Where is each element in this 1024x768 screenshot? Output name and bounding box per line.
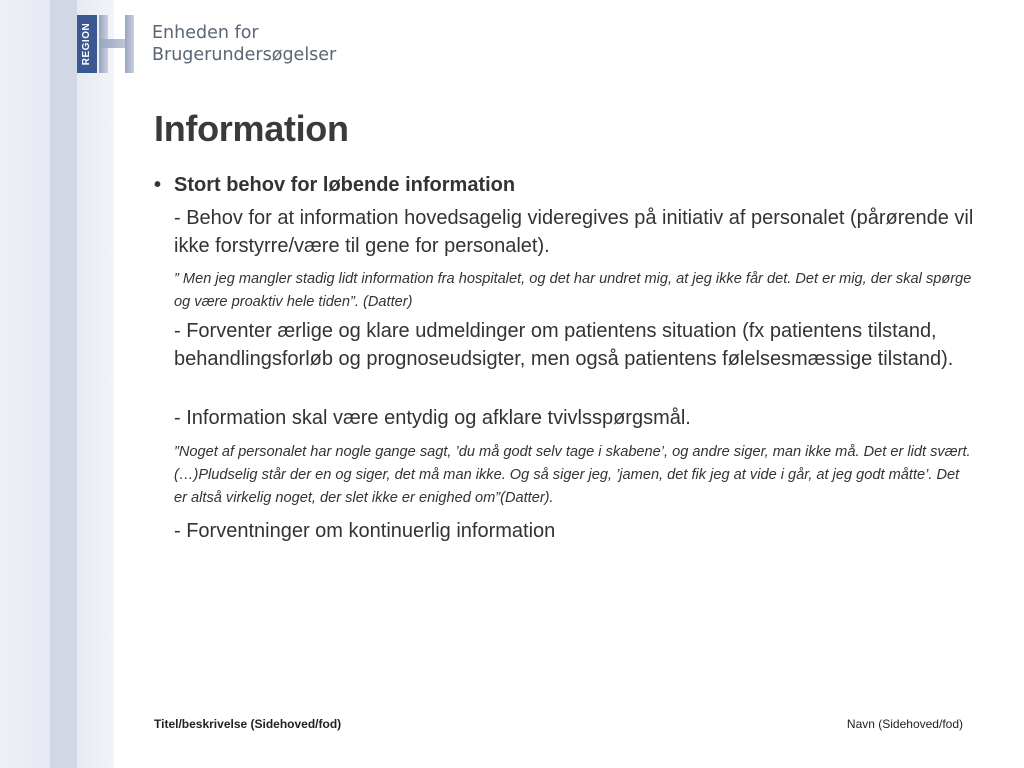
logo-region-text: REGION: [81, 22, 92, 66]
slide-title: Information: [154, 108, 349, 149]
logo-h-mark: [99, 15, 134, 73]
paragraph-1: - Behov for at information hovedsagelig videregives på initiativ af personalet (pårørende vil ikke forstyrre/være til gene for personalet).: [174, 207, 974, 257]
org-name-line1: Enheden for: [152, 23, 259, 43]
org-name: [152, 22, 336, 66]
footer-title: Titel/beskrivelse (Sidehoved/fod): [154, 717, 342, 731]
quote-1: ” Men jeg mangler stadig lidt information fra hospitalet, og det har undret mig, at jeg ikke får det. Det er mig, der skal spørge og være proaktiv hele tiden”. (Datter): [174, 271, 972, 310]
left-decor-band: [50, 0, 77, 768]
quote-2: ”Noget af personalet har nogle gange sagt, ’du må godt selv tage i skabene’, og andre siger, man ikke må. Det er lidt svært.(…)Pludselig står der en og siger, det må man ikke. Og så siger jeg, ’jamen, det fik jeg at vide i går, at jeg godt måtte’. Det er altså virkelig noget, der slet ikke er enighed om”(Datter).: [174, 444, 971, 506]
footer-name: Navn (Sidehoved/fod): [846, 717, 963, 731]
bullet-dot-icon: •: [154, 174, 162, 196]
left-decor-stripe: [0, 0, 50, 768]
paragraph-2: - Forventer ærlige og klare udmeldinger om patientens situation (fx patientens tilstand, behandlingsforløb og prognoseudsigter, men også patientens følelsesmæssige tilstand).: [174, 320, 954, 370]
region-logo: [77, 15, 134, 73]
paragraph-4: - Forventninger om kontinuerlig information: [174, 520, 556, 542]
left-decor-gradient: [77, 0, 114, 768]
org-name-line2: Brugerundersøgelser: [152, 45, 337, 65]
paragraph-3: - Information skal være entydig og afklare tvivlsspørgsmål.: [174, 407, 691, 429]
bullet-heading: Stort behov for løbende information: [174, 174, 516, 196]
logo-box: [77, 15, 97, 73]
